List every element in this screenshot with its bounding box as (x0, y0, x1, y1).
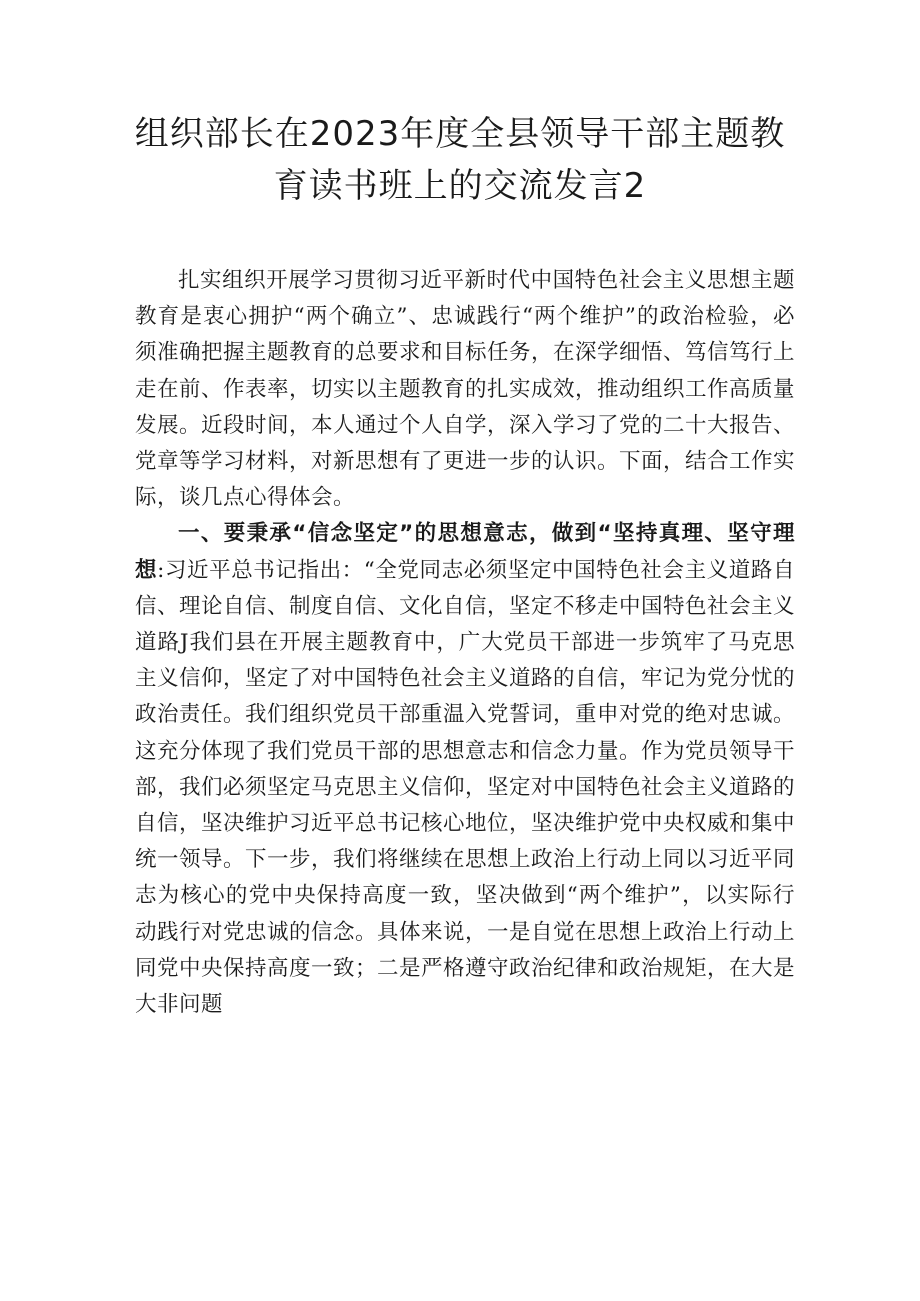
title-line-1: 组织部长在2023年度全县领导干部主题教 (134, 114, 786, 154)
intro-paragraph: 扎实组织开展学习贯彻习近平新时代中国特色社会主义思想主题教育是衷心拥护“两个确立”、忠诚践行“两个维护”的政治检验，必须准确把握主题教育的总要求和目标任务，在深学细悟、笃信笃行上走在前、作表率，切实以主题教育的扎实成效，推动组织工作高质量发展。近段时间，本人通过个人自学，深入学习了党的二十大报告、党章等学习材料，对新思想有了更进一步的认识。下面，结合工作实际，谈几点心得体会。 (135, 268, 796, 511)
section-1-paragraph (135, 516, 795, 1023)
document-body (135, 263, 795, 1023)
document-title (100, 108, 820, 212)
section-1-text: :习近平总书记指出：“全党同志必须坚定中国特色社会主义道路自信、理论自信、制度自信、文化自信，坚定不移走中国特色社会主义道路J我们县在开展主题教育中，广大党员干部进一步筑牢了马克思主义信仰，坚定了对中国特色社会主义道路的自信，牢记为党分忧的政治责任。我们组织党员干部重温入党誓词，重申对党的绝对忠诚。这充分体现了我们党员干部的思想意志和信念力量。作为党员领导干部，我们必须坚定马克思主义信仰，坚定对中国特色社会主义道路的自信，坚决维护习近平总书记核心地位，坚决维护党中央权威和集中统一领导。下一步，我们将继续在思想上政治上行动上同以习近平同志为核心的党中央保持高度一致，坚决做到“两个维护”，以实际行动践行对党忠诚的信念。具体来说，一是自觉在思想上政治上行动上同党中央保持高度一致；二是严格遵守政治纪律和政治规矩，在大是大非问题 (135, 557, 796, 1018)
section-1-heading: 一、要秉承“信念坚定”的思想意志，做到“坚持真理、坚守理想 (135, 521, 795, 583)
title-line-2: 育读书班上的交流发言2 (273, 166, 647, 206)
